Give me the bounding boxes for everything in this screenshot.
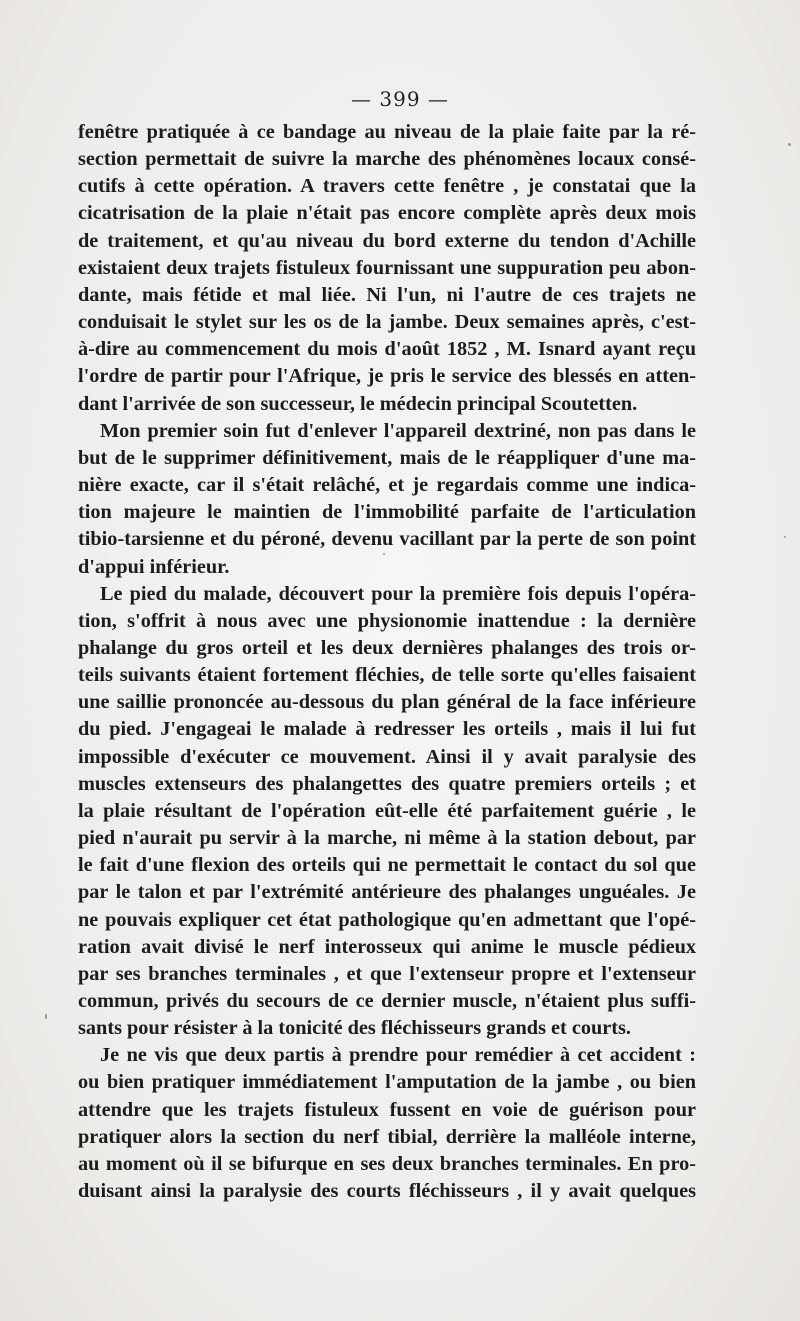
text-line: pratiquer alors la section du nerf tibial, derrière la malléole interne, (78, 1125, 696, 1148)
text-line: dante, mais fétide et mal liée. Ni l'un, ni l'autre de ces trajets ne (78, 283, 696, 306)
text-line: commun, privés du secours de ce dernier muscle, n'étaient plus suffi- (78, 990, 696, 1012)
text-line: but de le supprimer définitivement, mais de le réappliquer d'une ma- (78, 446, 696, 469)
text-line: duisant ainsi la paralysie des courts fléchisseurs , il y avait quelques (78, 1180, 696, 1203)
text-line: ou bien pratiquer immédiatement l'amputation de la jambe , ou bien (78, 1071, 696, 1094)
text-line: une saillie prononcée au-dessous du plan général de la face inférieure (78, 691, 696, 714)
scan-speck (788, 143, 791, 146)
text-line: pied n'aurait pu servir à la marche, ni même à la station debout, par (78, 827, 696, 850)
text-line: cicatrisation de la plaie n'était pas encore complète après deux mois (78, 202, 696, 225)
scan-speck (784, 536, 786, 538)
text-line: le fait d'une flexion des orteils qui ne permettait le contact du sol que (78, 854, 696, 877)
page-number: — 399 — (351, 87, 449, 111)
text-line: l'ordre de partir pour l'Afrique, je pris le service des blessés en atten- (78, 365, 696, 388)
text-line: Le pied du malade, découvert pour la première fois depuis l'opéra- (100, 582, 696, 605)
text-line: du pied. J'engageai le malade à redresser les orteils , mais il lui fut (78, 718, 696, 741)
text-line: attendre que les trajets fistuleux fussent en voie de guérison pour (78, 1098, 696, 1121)
text-line: cutifs à cette opération. A travers cette fenêtre , je constatai que la (78, 175, 696, 198)
text-line: impossible d'exécuter ce mouvement. Ainsi il y avait paralysie des (78, 745, 696, 768)
text-line: sants pour résister à la tonicité des fléchisseurs grands et courts. (78, 1017, 632, 1040)
scan-speck (383, 553, 385, 555)
text-line: par ses branches terminales , et que l'extenseur propre et l'extenseur (78, 962, 696, 985)
text-line: Mon premier soin fut d'enlever l'appareil dextriné, non pas dans le (100, 419, 696, 442)
text-line: ration avait divisé le nerf interosseux qui anime le muscle pédieux (78, 935, 696, 958)
scan-speck (45, 1014, 47, 1019)
text-line: tibio-tarsienne et du péroné, devenu vacillant par la perte de son point (78, 528, 696, 551)
text-line: dant l'arrivée de son successeur, le médecin principal Scoutetten. (78, 392, 638, 415)
text-line: la plaie résultant de l'opération eût-elle été parfaitement guérie , le (78, 799, 696, 822)
text-line: phalange du gros orteil et les deux dernières phalanges des trois or- (78, 636, 696, 659)
text-line: par le talon et par l'extrémité antérieure des phalanges unguéales. Je (78, 881, 696, 904)
text-line: section permettait de suivre la marche des phénomènes locaux consé- (78, 148, 696, 171)
text-line: conduisait le stylet sur les os de la jambe. Deux semaines après, c'est- (78, 311, 696, 334)
text-line: muscles extenseurs des phalangettes des quatre premiers orteils ; et (78, 772, 696, 795)
text-line: tion majeure le maintien de l'immobilité parfaite de l'articulation (78, 501, 696, 524)
body-text (78, 119, 696, 1205)
text-line: tion, s'offrit à nous avec une physionomie inattendue : la dernière (78, 609, 696, 632)
text-line: d'appui inférieur. (78, 555, 230, 578)
text-line: nière exacte, car il s'était relâché, et je regardais comme une indica- (78, 474, 696, 497)
text-line: Je ne vis que deux partis à prendre pour remédier à cet accident : (100, 1044, 696, 1067)
text-line: de traitement, et qu'au niveau du bord externe du tendon d'Achille (78, 229, 696, 252)
text-line: fenêtre pratiquée à ce bandage au niveau de la plaie faite par la ré- (78, 121, 696, 143)
text-line: au moment où il se bifurque en ses deux branches terminales. En pro- (78, 1152, 696, 1175)
text-line: teils suivants étaient fortement fléchies, de telle sorte qu'elles faisaient (78, 664, 696, 687)
text-line: ne pouvais expliquer cet état pathologique qu'en admettant que l'opé- (78, 908, 696, 931)
text-line: existaient deux trajets fistuleux fournissant une suppuration peu abon- (78, 256, 696, 279)
text-line: à-dire au commencement du mois d'août 1852 , M. Isnard ayant reçu (78, 338, 696, 361)
